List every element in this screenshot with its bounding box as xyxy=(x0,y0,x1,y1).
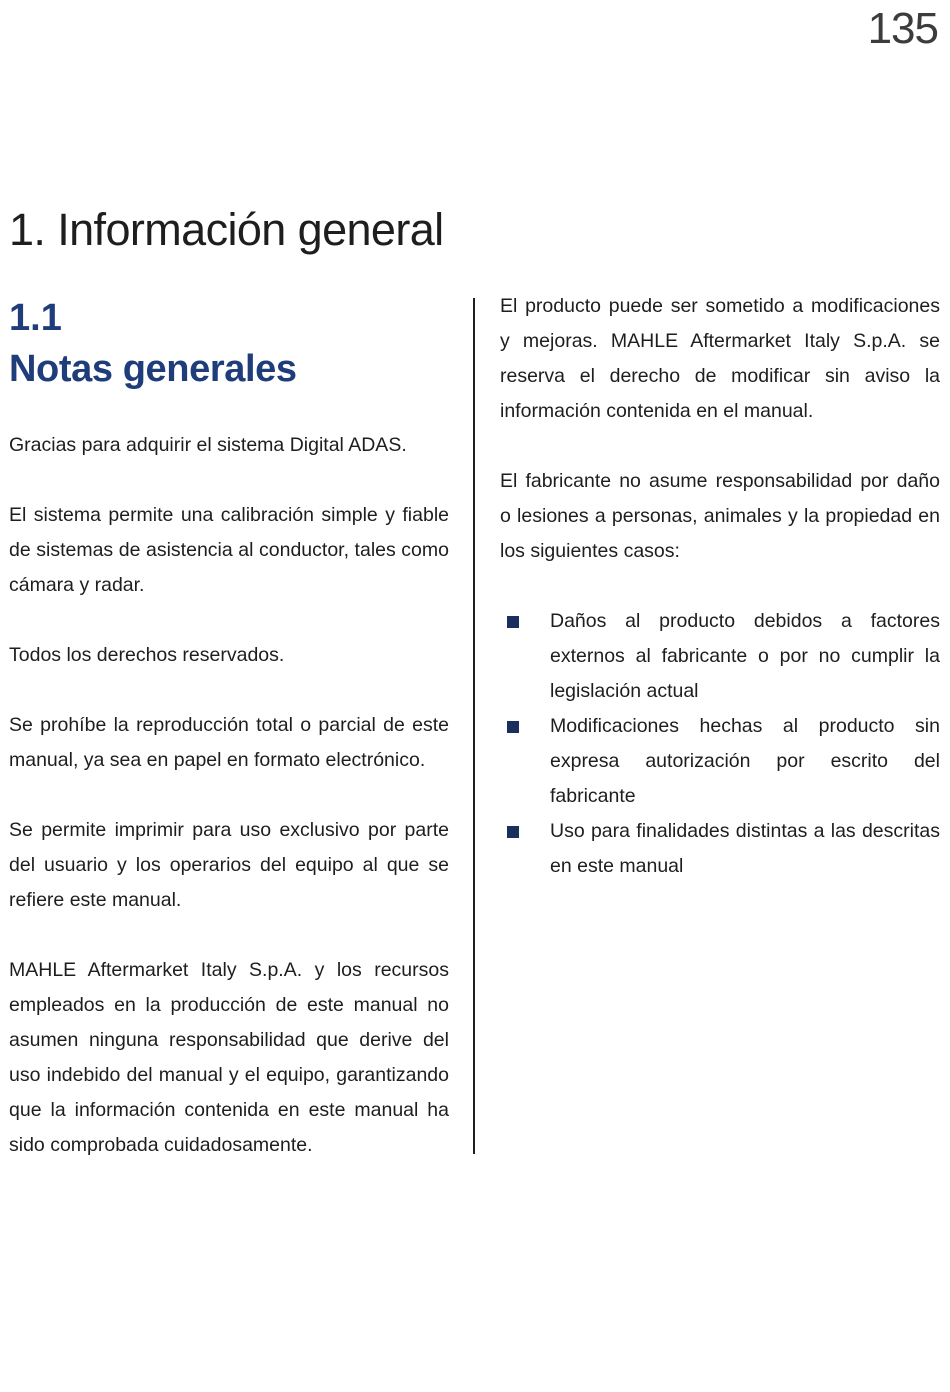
list-item xyxy=(500,814,940,884)
paragraph-rights-reserved: Todos los derechos reservados. xyxy=(9,644,285,666)
paragraph-modifications: El producto puede ser sometido a modificaciones y mejoras. MAHLE Aftermarket Italy S.p.A. se reserva el derecho de modificar sin aviso la información contenida en el manual. xyxy=(500,295,940,422)
page-number: 135 xyxy=(867,4,938,53)
section-number: 1.1 xyxy=(9,297,62,339)
paragraph-manufacturer-liability: El fabricante no asume responsabilidad por daño o lesiones a personas, animales y la propiedad en los siguientes casos: xyxy=(500,470,940,562)
list-item-text: Daños al producto debidos a factores externos al fabricante o por no cumplir la legislación actual xyxy=(550,610,940,702)
paragraph-system-description: El sistema permite una calibración simple y fiable de sistemas de asistencia al conductor, tales como cámara y radar. xyxy=(9,504,449,596)
list-item xyxy=(500,604,940,709)
paragraph-printing-permitted: Se permite imprimir para uso exclusivo por parte del usuario y los operarios del equipo al que se refiere este manual. xyxy=(9,819,449,911)
liability-cases-list xyxy=(500,604,940,884)
list-item-text: Modificaciones hechas al producto sin expresa autorización por escrito del fabricante xyxy=(550,715,940,807)
paragraph-reproduction-prohibited: Se prohíbe la reproducción total o parcial de este manual, ya sea en papel en formato electrónico. xyxy=(9,714,449,771)
section-title: Notas generales xyxy=(9,348,297,390)
chapter-title: 1. Información general xyxy=(9,204,444,255)
square-bullet-icon xyxy=(507,616,519,628)
paragraph-liability-disclaimer: MAHLE Aftermarket Italy S.p.A. y los recursos empleados en la producción de este manual no asumen ninguna responsabilidad que derive del uso indebido del manual y el equipo, garantizando que la información contenida en este manual ha sido comprobada cuidadosamente. xyxy=(9,959,449,1156)
left-column xyxy=(9,428,449,1198)
right-column xyxy=(500,289,940,884)
list-item-text: Uso para finalidades distintas a las descritas en este manual xyxy=(550,820,940,877)
column-divider xyxy=(473,298,475,1154)
square-bullet-icon xyxy=(507,721,519,733)
paragraph-thanks: Gracias para adquirir el sistema Digital ADAS. xyxy=(9,434,407,456)
square-bullet-icon xyxy=(507,826,519,838)
list-item xyxy=(500,709,940,814)
